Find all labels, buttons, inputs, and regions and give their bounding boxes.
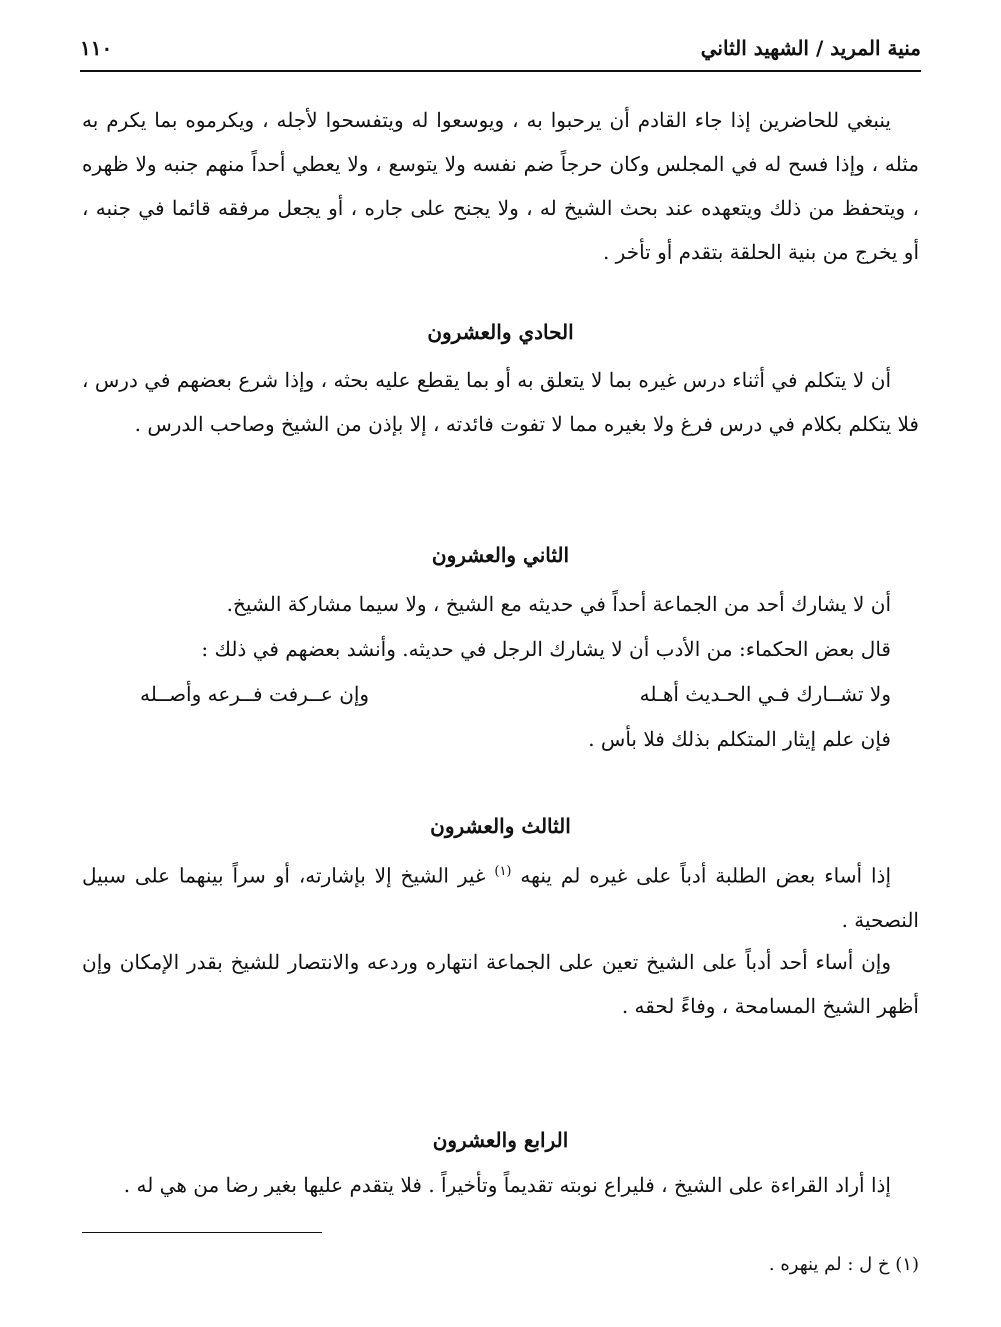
page-number: ١١٠ <box>80 36 113 60</box>
running-title: منية المريد / الشهيد الثاني <box>700 36 921 60</box>
section-24-text: إذا أراد القراءة على الشيخ ، فليراع نوبته تقديماً وتأخيراً . فلا يتقدم عليها بغير رضا من هي له . <box>123 1173 891 1197</box>
verse-first-hemistich: ولا تشــارك فـي الحـديث أهـله <box>639 682 891 706</box>
footnote-marker: (١) <box>494 864 512 879</box>
section-heading-23: الثالث والعشرون <box>430 814 571 838</box>
footnote: (١) خ ل : لم ينهره . <box>768 1254 919 1275</box>
poem-verse <box>140 672 891 716</box>
section-23-text-end: غير الشيخ إلا بإشارته، أو سراً بينهما على سبيل النصحية . <box>82 863 919 932</box>
section-22-line-3: فإن علم إيثار المتكلم بذلك فلا بأس . <box>588 727 891 751</box>
section-21-text: أن لا يتكلم في أثناء درس غيره بما لا يتعلق به أو بما يقطع عليه بحثه ، وإذا شرع بعضهم في درس ، فلا يتكلم بكلام في درس فرغ ولا بغيره مما لا تفوت فائدته ، إلا بإذن من الشيخ وصاحب الدرس . <box>82 368 919 436</box>
section-22-line-1: أن لا يشارك أحد من الجماعة أحداً في حديثه مع الشيخ ، ولا سيما مشاركة الشيخ. <box>226 592 891 616</box>
page-header <box>80 30 921 72</box>
section-23-paragraph-1 <box>82 850 919 942</box>
verse-second-hemistich: وإن عــرفت فــرعه وأصــله <box>140 682 370 706</box>
section-22-line-2: قال بعض الحكماء: من الأدب أن لا يشارك الرجل في حديثه. وأنشد بعضهم في ذلك : <box>201 637 891 661</box>
section-heading-24: الرابع والعشرون <box>432 1128 569 1152</box>
section-heading-22: الثاني والعشرون <box>431 543 570 567</box>
section-23-text-start: إذا أساء بعض الطلبة أدباً على غيره لم ينهه <box>520 863 892 888</box>
intro-paragraph: ينبغي للحاضرين إذا جاء القادم أن يرحبوا به ، ويوسعوا له ويتفسحوا لأجله ، ويكرموه بما يكرم به مثله ، وإذا فسح له في المجلس وكان حرجاً ضم نفسه ولا يتوسع ، ولا يعطي أحداً منهم جنبه ولا ظهره ، ويتحفظ من ذلك ويتعهده عند بحث الشيخ له ، ولا يجنح على جاره ، أو يجعل مرفقه قائما في جنبه ، أو يخرج من بنية الحلقة بتقدم أو تأخر . <box>82 108 919 264</box>
section-23-paragraph-2: وإن أساء أحد أدباً على الشيخ تعين على الجماعة انتهاره وردعه والانتصار للشيخ بقدر الإمكان وإن أظهر الشيخ المسامحة ، وفاءً لحقه . <box>82 950 919 1018</box>
footnote-divider <box>82 1232 322 1233</box>
section-heading-21: الحادي والعشرون <box>427 320 574 344</box>
